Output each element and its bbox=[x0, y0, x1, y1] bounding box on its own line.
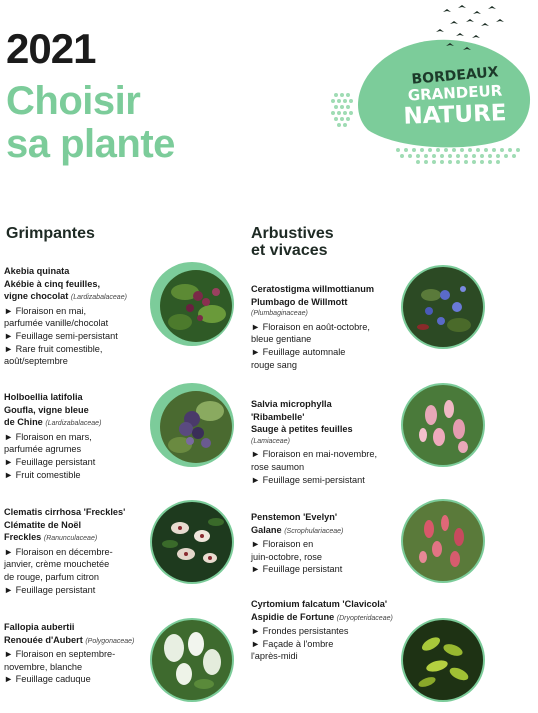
section-title-shrubs bbox=[251, 226, 334, 260]
plant-common-name: Aspidie de Fortune bbox=[251, 611, 335, 622]
plant-trait: de rouge, parfum citron bbox=[4, 571, 99, 582]
plant-family: (Dryopteridaceae) bbox=[336, 614, 393, 622]
plant-clematis bbox=[4, 506, 164, 596]
plant-family: (Ranunculaceae) bbox=[43, 535, 98, 543]
plant-trait: ► Feuillage persistant bbox=[251, 564, 343, 575]
section-title-shrubs-line-2: et vivaces bbox=[251, 241, 328, 259]
plant-fallopia bbox=[4, 621, 164, 686]
plant-scientific-name: Fallopia aubertii bbox=[4, 622, 75, 632]
plant-trait: ► Façade à l'ombre bbox=[251, 638, 334, 649]
plant-salvia bbox=[251, 398, 411, 486]
plant-scientific-name: Cyrtomium falcatum 'Clavicola' bbox=[251, 599, 388, 609]
plant-trait: parfumée vanille/chocolat bbox=[4, 318, 109, 329]
plant-trait: ► Feuillage persistant bbox=[4, 584, 96, 595]
plant-cultivar: 'Ribambelle' bbox=[251, 411, 305, 422]
plant-trait: ► Frondes persistantes bbox=[251, 626, 349, 637]
salvia-photo bbox=[401, 383, 485, 467]
plant-penstemon bbox=[251, 511, 411, 576]
cyrtomium-photo bbox=[401, 618, 485, 702]
plant-trait: juin-octobre, rose bbox=[251, 551, 322, 562]
year-heading: 2021 bbox=[6, 25, 96, 72]
section-title-shrubs-line-1: Arbustives bbox=[251, 225, 334, 242]
holboellia-photo bbox=[150, 383, 234, 467]
plant-common-name: Galane bbox=[251, 524, 282, 535]
plant-holboellia bbox=[4, 391, 164, 481]
plant-family: (Lardizabalaceae) bbox=[70, 294, 127, 302]
section-title-climbing: Grimpantes bbox=[6, 225, 95, 242]
plant-common-name: Sauge à petites feuilles bbox=[251, 424, 353, 435]
plant-trait: ► Floraison en septembre- bbox=[4, 649, 116, 660]
plant-scientific-name: Clematis cirrhosa 'Freckles' bbox=[4, 507, 126, 517]
plant-cyrtomium bbox=[251, 598, 411, 663]
logo-line-2: GRANDEUR bbox=[407, 81, 503, 105]
page-title bbox=[6, 80, 175, 166]
clematis-photo bbox=[150, 500, 234, 584]
plant-trait: ► Feuillage persistant bbox=[4, 456, 96, 467]
fallopia-photo bbox=[150, 618, 234, 702]
plant-trait: ► Feuillage automnale bbox=[251, 346, 346, 357]
plant-family: (Scrophulariaceae) bbox=[284, 527, 344, 535]
plant-common-name: Plumbago de Willmott bbox=[251, 296, 348, 307]
plant-common-name: Clématite de Noël bbox=[4, 519, 82, 530]
plant-trait: ► Feuillage semi-persistant bbox=[4, 330, 118, 341]
plant-scientific-name: Penstemon 'Evelyn' bbox=[251, 512, 338, 522]
plant-akebia bbox=[4, 265, 164, 368]
plant-scientific-name: Holboellia latifolia bbox=[4, 392, 83, 402]
penstemon-photo bbox=[401, 499, 485, 583]
plant-trait: août/septembre bbox=[4, 356, 68, 367]
plant-family: (Lamiaceae) bbox=[251, 437, 290, 445]
plant-trait: ► Floraison en mars, bbox=[4, 431, 92, 442]
plant-trait: rose saumon bbox=[251, 461, 305, 472]
logo-line-3: NATURE bbox=[403, 100, 507, 130]
plant-scientific-name: Salvia microphylla bbox=[251, 399, 332, 409]
title-line-1: Choisir bbox=[6, 79, 141, 123]
bordeaux-grandeur-nature-logo bbox=[328, 0, 538, 175]
logo-line-1: BORDEAUX bbox=[410, 64, 500, 88]
plant-trait: ► Floraison en bbox=[251, 539, 314, 550]
plant-trait: bleue gentiane bbox=[251, 334, 312, 345]
title-line-2: sa plante bbox=[6, 122, 175, 167]
plant-common-name-2: vigne chocolat bbox=[4, 291, 69, 302]
plant-family: (Lardizabalaceae) bbox=[45, 420, 102, 428]
plant-common-name-2: Freckles bbox=[4, 532, 42, 543]
plant-trait: ► Floraison en mai, bbox=[4, 305, 87, 316]
plant-trait: ► Feuillage caduque bbox=[4, 674, 91, 685]
plant-family: (Plumbaginaceae) bbox=[251, 310, 308, 318]
plant-trait: ► Floraison en décembre- bbox=[4, 546, 113, 557]
plant-trait: ► Rare fruit comestible, bbox=[4, 343, 103, 354]
plant-trait: novembre, blanche bbox=[4, 661, 83, 672]
plant-trait: ► Fruit comestible bbox=[4, 469, 81, 480]
akebia-photo bbox=[150, 262, 234, 346]
plant-trait: ► Floraison en mai-novembre, bbox=[251, 449, 378, 460]
plant-trait: ► Floraison en août-octobre, bbox=[251, 321, 370, 332]
plant-trait: l'après-midi bbox=[251, 651, 298, 662]
plant-ceratostigma bbox=[251, 283, 411, 371]
plant-common-name: Renouée d'Aubert bbox=[4, 634, 83, 645]
plant-trait: janvier, crème mouchetée bbox=[4, 559, 110, 570]
plant-common-name: Akébie à cinq feuilles, bbox=[4, 278, 100, 289]
plant-scientific-name: Ceratostigma willmottianum bbox=[251, 284, 375, 294]
plant-family: (Polygonaceae) bbox=[85, 637, 135, 645]
plant-scientific-name: Akebia quinata bbox=[4, 266, 70, 276]
plant-trait: parfumée agrumes bbox=[4, 444, 82, 455]
plant-common-name-2: de Chine bbox=[4, 417, 43, 428]
ceratostigma-photo bbox=[401, 265, 485, 349]
plant-common-name: Goufla, vigne bleue bbox=[4, 404, 89, 415]
plant-trait: rouge sang bbox=[251, 359, 297, 370]
plant-trait: ► Feuillage semi-persistant bbox=[251, 474, 365, 485]
